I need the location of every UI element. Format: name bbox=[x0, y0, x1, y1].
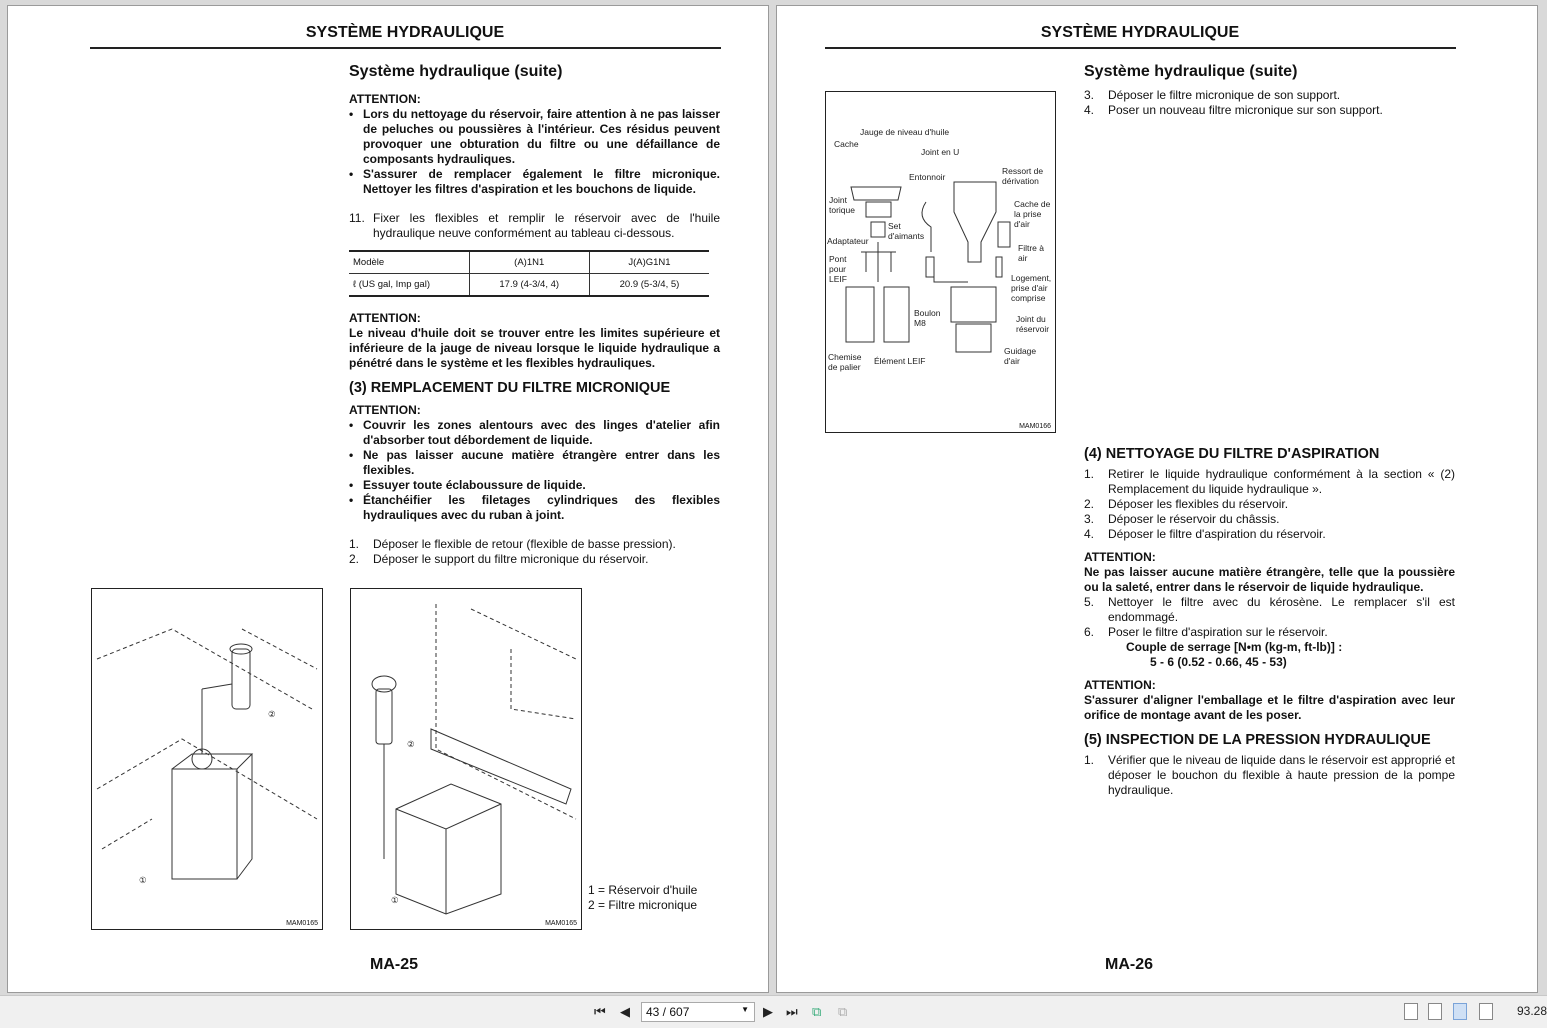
chevron-down-icon[interactable]: ▼ bbox=[741, 1005, 749, 1014]
label-entonnoir: Entonnoir bbox=[909, 172, 946, 182]
next-page-button[interactable]: ▶ bbox=[763, 1004, 773, 1019]
subsection-heading: (4) NETTOYAGE DU FILTRE D'ASPIRATION bbox=[1084, 446, 1380, 462]
callout-1: ① bbox=[391, 895, 399, 905]
figure-code: MAM0165 bbox=[545, 920, 577, 927]
step: 1. Vérifier que le niveau de liquide dans le réservoir est approprié et déposer le bouchon du flexible à haute pression de la pompe hydraulique. bbox=[1084, 753, 1455, 797]
bullet: • Essuyer toute éclaboussure de liquide. bbox=[349, 478, 586, 492]
attention-label: ATTENTION: bbox=[1084, 678, 1156, 692]
continuous-facing-view-button[interactable] bbox=[1479, 1003, 1493, 1020]
label-jauge: Jauge de niveau d'huile bbox=[860, 127, 950, 137]
figure-code: MAM0165 bbox=[286, 920, 318, 927]
page-header: SYSTÈME HYDRAULIQUE bbox=[305, 24, 505, 41]
capacity-table: Modèle (A)1N1 J(A)G1N1 ℓ (US gal, Imp gal) 17.9 (4-3/4, 4) 20.9 (5-3/4, 5) bbox=[349, 250, 709, 297]
attention-text: Ne pas laisser aucune matière étrangère, telle que la poussière ou la saleté, entrer dans le réservoir de liquide hydraulique. bbox=[1084, 565, 1455, 594]
step: 4. Déposer le filtre d'aspiration du réservoir. bbox=[1084, 527, 1326, 541]
label-ressort: Ressort de dérivation bbox=[1002, 166, 1044, 186]
step: 2. Déposer les flexibles du réservoir. bbox=[1084, 497, 1289, 511]
previous-view-icon[interactable]: ⧉ bbox=[812, 1004, 822, 1019]
step: 4. Poser un nouveau filtre micronique sur son support. bbox=[1084, 103, 1383, 117]
next-view-icon[interactable]: ⧉ bbox=[838, 1004, 848, 1019]
label-logement: Logement, prise d'air comprise bbox=[1011, 273, 1052, 303]
figure-code: MAM0166 bbox=[1019, 423, 1051, 430]
section-title: Système hydraulique (suite) bbox=[1084, 63, 1298, 80]
bullet: • Étanchéifier les filetages cylindriques des flexibles hydrauliques avec du ruban à joint. bbox=[349, 493, 720, 522]
page-number: MA-26 bbox=[1105, 956, 1154, 973]
section-title: Système hydraulique (suite) bbox=[349, 63, 563, 80]
label-chemise: Chemise de palier bbox=[828, 352, 862, 372]
pdf-page-right bbox=[776, 5, 1538, 993]
filter-drawing bbox=[351, 589, 581, 929]
bullet: • Ne pas laisser aucune matière étrangère entrer dans les flexibles. bbox=[349, 448, 720, 477]
first-page-button[interactable]: ⏮ bbox=[594, 1004, 606, 1019]
continuous-view-button[interactable] bbox=[1428, 1003, 1442, 1020]
label-guidage: Guidage d'air bbox=[1004, 346, 1037, 366]
viewer-toolbar bbox=[0, 995, 1547, 1028]
attention-label: ATTENTION: bbox=[349, 92, 421, 106]
callout-2: ② bbox=[407, 739, 415, 749]
steps-top bbox=[1084, 88, 1455, 118]
callout-2: ② bbox=[268, 709, 276, 719]
tank-drawing bbox=[92, 589, 322, 929]
label-cache: Cache bbox=[834, 139, 859, 149]
attention-label: ATTENTION: bbox=[1084, 550, 1156, 564]
label-joint-torique: Joint torique bbox=[829, 195, 855, 215]
torque-value: 5 - 6 (0.52 - 0.66, 45 - 53) bbox=[1150, 655, 1287, 669]
subsection-heading: (5) INSPECTION DE LA PRESSION HYDRAULIQUE bbox=[1084, 732, 1431, 748]
label-filtre-air: Filtre à air bbox=[1018, 243, 1044, 263]
subsection-heading: (3) REMPLACEMENT DU FILTRE MICRONIQUE bbox=[349, 380, 671, 396]
figure-legend: 1 = Réservoir d'huile 2 = Filtre micronique bbox=[588, 883, 698, 912]
step-11: 11. Fixer les flexibles et remplir le réservoir avec de l'huile hydraulique neuve conformément au tableau ci-dessous. bbox=[349, 211, 720, 240]
last-page-button[interactable]: ⏭ bbox=[786, 1004, 798, 1019]
header-rule bbox=[90, 47, 721, 49]
bullet: • S'assurer de remplacer également le filtre micronique. Nettoyer les filtres d'aspiration et les bouchons de liquide. bbox=[349, 167, 720, 196]
zoom-level[interactable]: 93.28 bbox=[1517, 1004, 1547, 1018]
label-element: Élément LEIF bbox=[874, 356, 926, 366]
label-set: Set d'aimants bbox=[888, 221, 925, 241]
figure-tank-frame bbox=[91, 588, 323, 930]
attention-text: S'assurer d'aligner l'emballage et le filtre d'aspiration avec leur orifice de montage avant de les poser. bbox=[1084, 693, 1455, 722]
label-joint-u: Joint en U bbox=[921, 147, 960, 157]
label-cache-prise: Cache de la prise d'air bbox=[1014, 199, 1051, 229]
callout-1: ① bbox=[139, 875, 147, 885]
step: 6. Poser le filtre d'aspiration sur le réservoir. bbox=[1084, 625, 1328, 639]
attention-label: ATTENTION: bbox=[349, 403, 421, 417]
right-column bbox=[1084, 447, 1455, 798]
page-number-input[interactable]: 43 / 607 ▼ bbox=[641, 1002, 755, 1022]
single-page-view-button[interactable] bbox=[1404, 1003, 1418, 1020]
label-boulon: Boulon M8 bbox=[914, 308, 941, 328]
step: 3. Déposer le filtre micronique de son support. bbox=[1084, 88, 1341, 102]
step: 1. Retirer le liquide hydraulique conformément à la section « (2) Remplacement du liquide hydraulique ». bbox=[1084, 467, 1455, 496]
bullet: • Couvrir les zones alentours avec des linges d'atelier afin d'absorber tout débordement de liquide. bbox=[349, 418, 720, 447]
step: 1. Déposer le flexible de retour (flexible de basse pression). bbox=[349, 537, 676, 551]
page-number: MA-25 bbox=[370, 956, 419, 973]
figure-filter-exploded bbox=[825, 91, 1056, 433]
label-pont: Pont pour LEIF bbox=[829, 254, 847, 284]
label-joint-reservoir: Joint du réservoir bbox=[1016, 314, 1050, 334]
attention-text: Le niveau d'huile doit se trouver entre les limites supérieure et inférieure de la jauge de niveau lorsque le liquide hydraulique a pénétré dans le système et les flexibles hydrauliques. bbox=[349, 326, 720, 370]
header-rule bbox=[825, 47, 1456, 49]
page-header: SYSTÈME HYDRAULIQUE bbox=[1040, 24, 1240, 41]
label-adaptateur: Adaptateur bbox=[827, 236, 869, 246]
bullet: • Lors du nettoyage du réservoir, faire attention à ne pas laisser de peluches ou poussières à l'intérieur. Ces résidus peuvent provoquer une obturation du filtre ou une défaillance de composants hydrauliques. bbox=[349, 107, 720, 166]
facing-view-button[interactable] bbox=[1453, 1003, 1467, 1020]
pdf-page-left bbox=[7, 5, 769, 993]
prev-page-button[interactable]: ◀ bbox=[620, 1004, 630, 1019]
left-column bbox=[349, 92, 720, 567]
step: 3. Déposer le réservoir du châssis. bbox=[1084, 512, 1280, 526]
step: 2. Déposer le support du filtre micronique du réservoir. bbox=[349, 552, 649, 566]
step: 5. Nettoyer le filtre avec du kérosène. Le remplacer s'il est endommagé. bbox=[1084, 595, 1455, 624]
figure-tank-filter bbox=[350, 588, 582, 930]
torque-label: Couple de serrage [N•m (kg-m, ft-lb)] : bbox=[1126, 640, 1343, 654]
attention-label: ATTENTION: bbox=[349, 311, 421, 325]
